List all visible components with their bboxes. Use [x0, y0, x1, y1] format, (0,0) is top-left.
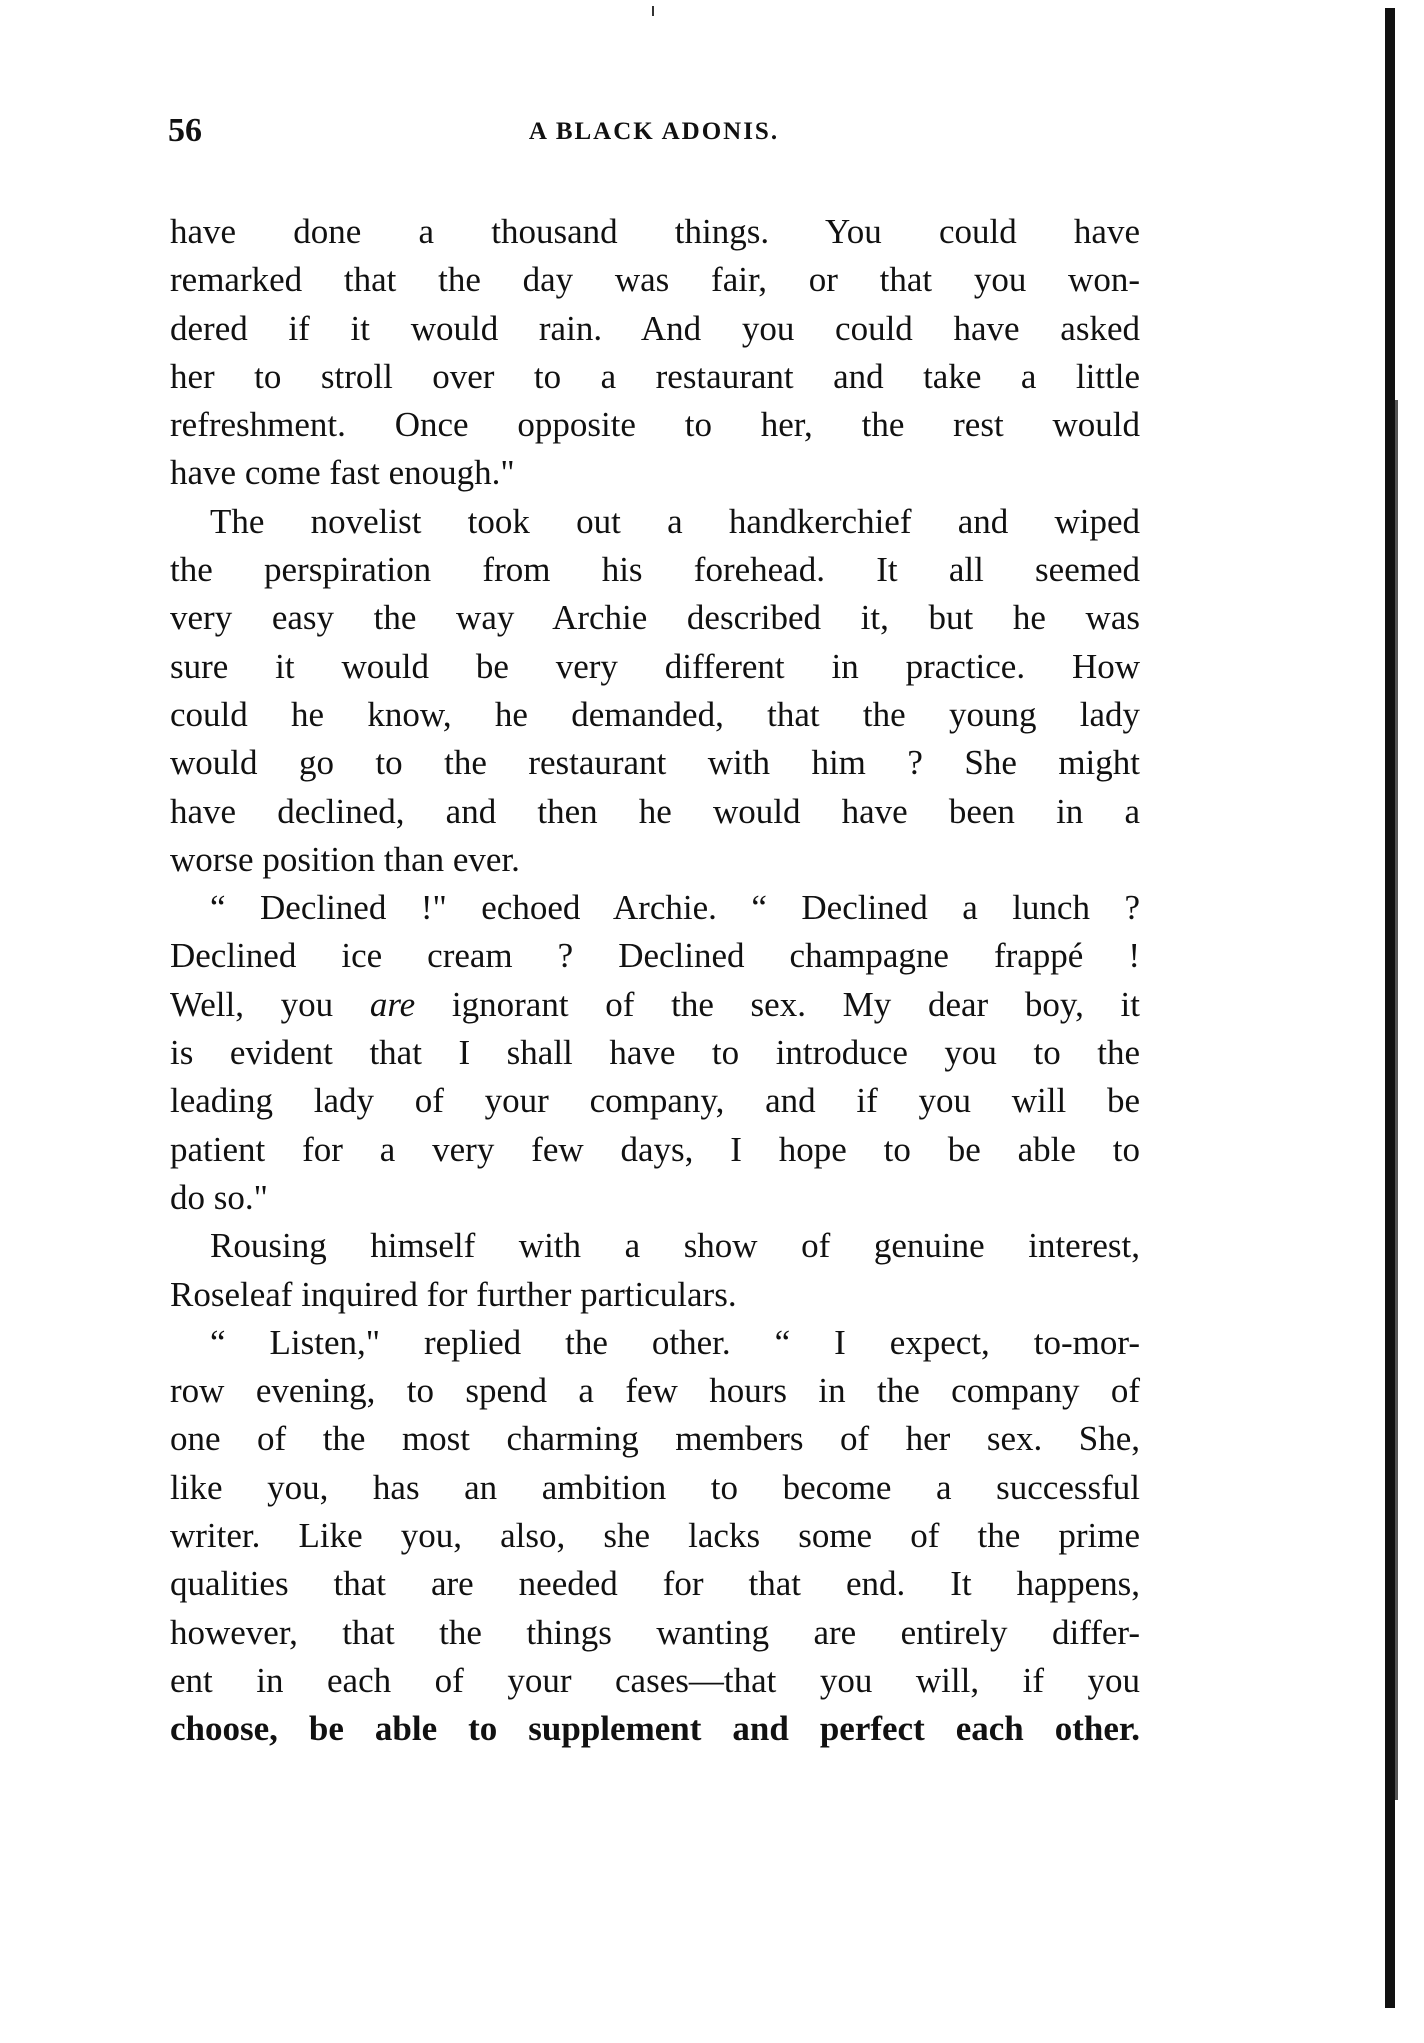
text-line [170, 1705, 1140, 1753]
text-line [170, 981, 1140, 1029]
text-segment: Well, you [170, 984, 370, 1024]
page-edge-shadow-secondary [1395, 400, 1398, 1800]
text-segment: the perspiration from his forehead. It all seemed [170, 550, 1140, 590]
text-segment: leading lady of your company, and if you will be [170, 1081, 1140, 1121]
text-line [170, 594, 1140, 642]
text-line [170, 353, 1140, 401]
text-line [170, 256, 1140, 304]
text-segment: have declined, and then he would have been in a [170, 791, 1140, 831]
text-line [170, 1174, 1140, 1222]
text-segment: sure it would be very different in practice. How [170, 646, 1140, 686]
text-segment: have come fast enough." [170, 453, 515, 493]
text-line [170, 1319, 1140, 1367]
page-edge-shadow [1385, 8, 1395, 2008]
text-line [170, 1077, 1140, 1125]
text-segment: Roseleaf inquired for further particulars. [170, 1274, 737, 1314]
text-segment: Rousing himself with a show of genuine interest, [210, 1226, 1140, 1266]
text-line [170, 836, 1140, 884]
text-line [170, 1271, 1140, 1319]
text-segment: would go to the restaurant with him ? She might [170, 743, 1140, 783]
text-line [170, 691, 1140, 739]
text-segment: writer. Like you, also, she lacks some of the prime [170, 1516, 1140, 1556]
text-line [170, 1512, 1140, 1560]
text-segment: choose, be able to supplement and perfect each other. [170, 1709, 1140, 1749]
text-segment: Declined ice cream ? Declined champagne frappé ! [170, 936, 1140, 976]
text-segment: one of the most charming members of her sex. She, [170, 1419, 1140, 1459]
text-segment: ignorant of the sex. My dear boy, it [415, 984, 1140, 1024]
text-segment: very easy the way Archie described it, but he was [170, 598, 1140, 638]
text-line [170, 1367, 1140, 1415]
text-line [170, 643, 1140, 691]
text-line [170, 1609, 1140, 1657]
text-line [170, 788, 1140, 836]
text-segment: is evident that I shall have to introduce you to the [170, 1033, 1140, 1073]
text-segment: her to stroll over to a restaurant and take a little [170, 356, 1140, 396]
text-line [170, 1029, 1140, 1077]
text-segment: could he know, he demanded, that the young lady [170, 694, 1140, 734]
text-line [170, 546, 1140, 594]
text-line [170, 932, 1140, 980]
text-line [170, 401, 1140, 449]
scan-mark [652, 6, 654, 16]
text-line [170, 884, 1140, 932]
text-line [170, 1415, 1140, 1463]
text-segment: “ Declined !" echoed Archie. “ Declined a lunch ? [210, 888, 1140, 928]
text-segment: however, that the things wanting are entirely differ- [170, 1612, 1140, 1652]
text-segment: “ Listen," replied the other. “ I expect, to-mor- [210, 1322, 1140, 1362]
text-line [170, 1657, 1140, 1705]
text-line [170, 1464, 1140, 1512]
text-line [170, 1222, 1140, 1270]
page-header [168, 112, 1140, 162]
text-segment: qualities that are needed for that end. It happens, [170, 1564, 1140, 1604]
text-segment: remarked that the day was fair, or that you won- [170, 260, 1140, 300]
text-line [170, 449, 1140, 497]
page-number: 56 [168, 112, 202, 149]
italic-emphasis: are [369, 984, 416, 1024]
body-text [170, 208, 1140, 1754]
text-line [170, 739, 1140, 787]
text-line [170, 498, 1140, 546]
text-line [170, 1560, 1140, 1608]
text-segment: The novelist took out a handkerchief and wiped [210, 501, 1140, 541]
text-segment: row evening, to spend a few hours in the company of [170, 1371, 1140, 1411]
text-segment: patient for a very few days, I hope to be able to [170, 1129, 1140, 1169]
text-line [170, 208, 1140, 256]
text-segment: have done a thousand things. You could have [170, 212, 1140, 251]
text-line [170, 305, 1140, 353]
text-segment: refreshment. Once opposite to her, the rest would [170, 405, 1140, 445]
text-segment: ent in each of your cases—that you will, if you [170, 1660, 1140, 1700]
running-title: A BLACK ADONIS. [528, 118, 780, 145]
text-segment: worse position than ever. [170, 839, 520, 879]
text-line [170, 1126, 1140, 1174]
text-segment: like you, has an ambition to become a successful [170, 1467, 1140, 1507]
text-segment: dered if it would rain. And you could have asked [170, 308, 1140, 348]
text-segment: do so." [170, 1177, 268, 1217]
